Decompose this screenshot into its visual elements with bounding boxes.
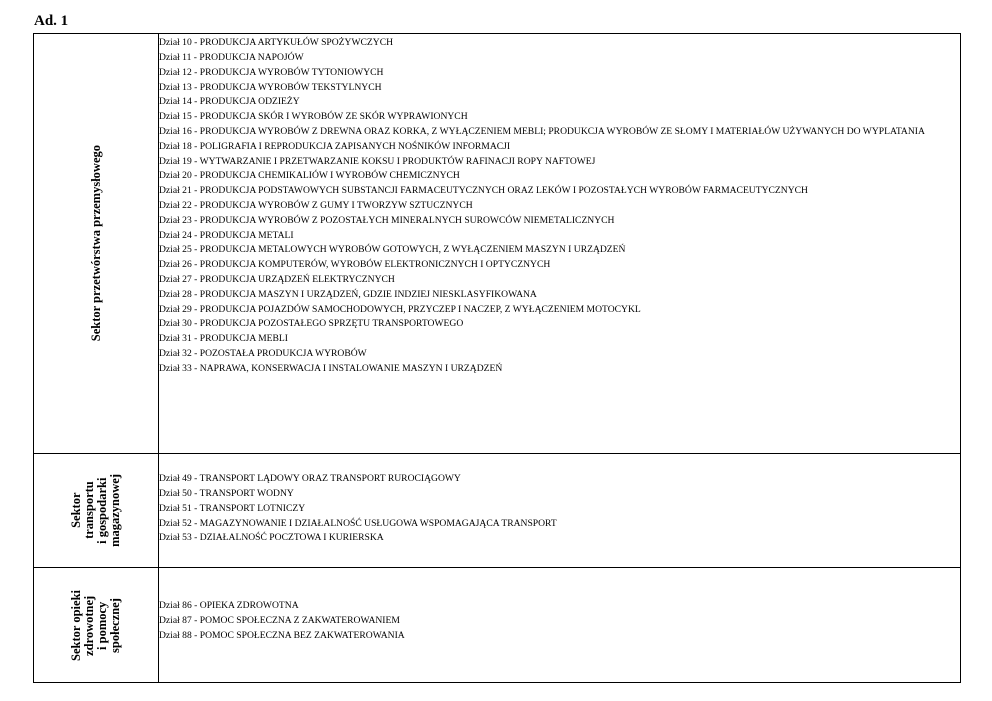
sector-label-cell: [34, 568, 159, 683]
sector-label-cell: [34, 34, 159, 454]
sector-label-wrapper: [34, 34, 158, 453]
division-item: Dział 10 - PRODUKCJA ARTYKUŁÓW SPOŻYWCZYCH: [159, 37, 394, 49]
division-item: Dział 24 - PRODUKCJA METALI: [159, 229, 294, 241]
division-list-cell: [159, 34, 961, 454]
sector-table-body: [34, 34, 961, 683]
division-item: Dział 87 - POMOC SPOŁECZNA Z ZAKWATEROWANIEM: [159, 615, 400, 627]
division-item: Dział 32 - POZOSTAŁA PRODUKCJA WYROBÓW: [159, 348, 367, 360]
sector-row: [34, 568, 961, 683]
division-item: Dział 30 - PRODUKCJA POZOSTAŁEGO SPRZĘTU TRANSPORTOWEGO: [159, 318, 464, 330]
division-item: Dział 13 - PRODUKCJA WYROBÓW TEKSTYLNYCH: [159, 81, 382, 93]
sector-label: Sektor transportu i gospodarki magazynowej: [69, 474, 122, 547]
division-item: Dział 12 - PRODUKCJA WYROBÓW TYTONIOWYCH: [159, 66, 384, 78]
sector-label: Sektor przetwórstwa przemysłowego: [88, 145, 103, 342]
division-item: Dział 49 - TRANSPORT LĄDOWY ORAZ TRANSPORT RUROCIĄGOWY: [159, 473, 461, 485]
division-item: Dział 23 - PRODUKCJA WYROBÓW Z POZOSTAŁYCH MINERALNYCH SUROWCÓW NIEMETALICZNYCH: [159, 214, 615, 226]
sector-label: Sektor opieki zdrowotnej i pomocy społecznej: [69, 589, 122, 661]
division-list: [159, 34, 960, 376]
division-list: [159, 568, 960, 643]
division-list-cell: [159, 454, 961, 568]
division-item: Dział 16 - PRODUKCJA WYROBÓW Z DREWNA ORAZ KORKA, Z WYŁĄCZENIEM MEBLI; PRODUKCJA WYROBÓW ZE SŁOMY I MATERIAŁÓW UŻYWANYCH DO WYPLATANIA: [159, 126, 925, 138]
division-item: Dział 27 - PRODUKCJA URZĄDZEŃ ELEKTRYCZNYCH: [159, 274, 395, 286]
division-item: Dział 14 - PRODUKCJA ODZIEŻY: [159, 96, 300, 108]
sector-row: [34, 454, 961, 568]
sector-label-cell: [34, 454, 159, 568]
division-item: Dział 51 - TRANSPORT LOTNICZY: [159, 502, 306, 514]
division-item: Dział 26 - PRODUKCJA KOMPUTERÓW, WYROBÓW ELEKTRONICZNYCH I OPTYCZNYCH: [159, 259, 551, 271]
division-item: Dział 31 - PRODUKCJA MEBLI: [159, 333, 288, 345]
sector-table: [33, 33, 961, 683]
division-item: Dział 25 - PRODUKCJA METALOWYCH WYROBÓW GOTOWYCH, Z WYŁĄCZENIEM MASZYN I URZĄDZEŃ: [159, 244, 626, 256]
division-item: Dział 29 - PRODUKCJA POJAZDÓW SAMOCHODOWYCH, PRZYCZEP I NACZEP, Z WYŁĄCZENIEM MOTOCYKL: [159, 303, 641, 315]
division-item: Dział 18 - POLIGRAFIA I REPRODUKCJA ZAPISANYCH NOŚNIKÓW INFORMACJI: [159, 140, 511, 152]
division-item: Dział 52 - MAGAZYNOWANIE I DZIAŁALNOŚĆ USŁUGOWA WSPOMAGAJĄCA TRANSPORT: [159, 517, 557, 529]
division-item: Dział 88 - POMOC SPOŁECZNA BEZ ZAKWATEROWANIA: [159, 629, 405, 641]
section-heading: Ad. 1: [34, 13, 69, 29]
division-item: Dział 28 - PRODUKCJA MASZYN I URZĄDZEŃ, GDZIE INDZIEJ NIESKLASYFIKOWANA: [159, 288, 537, 300]
division-item: Dział 53 - DZIAŁALNOŚĆ POCZTOWA I KURIERSKA: [159, 532, 384, 544]
sector-label-wrapper: [34, 454, 158, 567]
division-list-cell: [159, 568, 961, 683]
sector-row: [34, 34, 961, 454]
division-item: Dział 15 - PRODUKCJA SKÓR I WYROBÓW ZE SKÓR WYPRAWIONYCH: [159, 111, 468, 123]
division-item: Dział 19 - WYTWARZANIE I PRZETWARZANIE KOKSU I PRODUKTÓW RAFINACJI ROPY NAFTOWEJ: [159, 155, 596, 167]
sector-label-wrapper: [34, 568, 158, 682]
division-item: Dział 11 - PRODUKCJA NAPOJÓW: [159, 52, 304, 64]
division-item: Dział 20 - PRODUKCJA CHEMIKALIÓW I WYROBÓW CHEMICZNYCH: [159, 170, 460, 182]
division-item: Dział 22 - PRODUKCJA WYROBÓW Z GUMY I TWORZYW SZTUCZNYCH: [159, 200, 473, 212]
division-list: [159, 454, 960, 546]
division-item: Dział 33 - NAPRAWA, KONSERWACJA I INSTALOWANIE MASZYN I URZĄDZEŃ: [159, 362, 503, 374]
division-item: Dział 21 - PRODUKCJA PODSTAWOWYCH SUBSTANCJI FARMACEUTYCZNYCH ORAZ LEKÓW I POZOSTAŁYCH WYROBÓW FARMACEUTYCZNYCH: [159, 185, 808, 197]
division-item: Dział 86 - OPIEKA ZDROWOTNA: [159, 600, 299, 612]
division-item: Dział 50 - TRANSPORT WODNY: [159, 488, 294, 500]
